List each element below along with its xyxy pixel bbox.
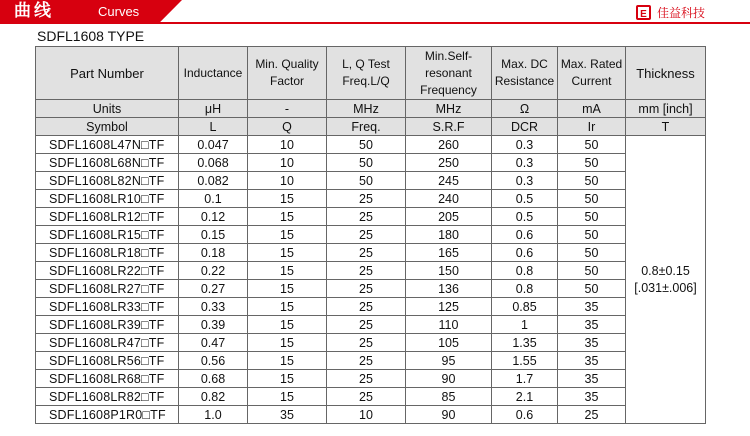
brand-name: 佳益科技 (657, 5, 706, 20)
srf-cell: 90 (406, 406, 492, 424)
part-number-cell: SDFL1608LR27□TF (36, 280, 179, 298)
header-inductance: Inductance (179, 47, 248, 100)
dcr-cell: 1.55 (492, 352, 558, 370)
inductance-cell: 0.56 (179, 352, 248, 370)
rated-current-cell: 35 (558, 334, 626, 352)
quality-factor-cell: 10 (248, 172, 327, 190)
header-dc-resistance: Max. DC Resistance (492, 47, 558, 100)
table-row (36, 352, 706, 370)
test-frequency-cell: 25 (327, 190, 406, 208)
table-row (36, 334, 706, 352)
quality-factor-cell: 15 (248, 190, 327, 208)
dcr-cell: 1.35 (492, 334, 558, 352)
test-frequency-cell: 25 (327, 370, 406, 388)
dcr-cell: 0.3 (492, 154, 558, 172)
next-section-cutoff (38, 426, 158, 436)
rated-current-cell: 50 (558, 244, 626, 262)
inductance-cell: 0.39 (179, 316, 248, 334)
units-cell: μH (179, 100, 248, 118)
table-row (36, 172, 706, 190)
table-row (36, 244, 706, 262)
srf-cell: 85 (406, 388, 492, 406)
banner-divider (0, 22, 750, 24)
dcr-cell: 0.6 (492, 406, 558, 424)
dcr-cell: 0.8 (492, 262, 558, 280)
symbol-cell: Q (248, 118, 327, 136)
quality-factor-cell: 10 (248, 154, 327, 172)
table-row (36, 154, 706, 172)
header-test-frequency: L, Q Test Freq.L/Q (327, 47, 406, 100)
symbol-cell: Freq. (327, 118, 406, 136)
rated-current-cell: 50 (558, 226, 626, 244)
part-number-cell: SDFL1608LR12□TF (36, 208, 179, 226)
units-row (36, 100, 706, 118)
quality-factor-cell: 15 (248, 298, 327, 316)
rated-current-cell: 50 (558, 208, 626, 226)
header-thickness: Thickness (626, 47, 706, 100)
quality-factor-cell: 15 (248, 316, 327, 334)
inductance-cell: 0.18 (179, 244, 248, 262)
test-frequency-cell: 25 (327, 262, 406, 280)
dcr-cell: 0.3 (492, 172, 558, 190)
quality-factor-cell: 15 (248, 208, 327, 226)
header-self-resonant-frequency: Min.Self-resonant Frequency (406, 47, 492, 100)
table-row (36, 226, 706, 244)
symbol-cell: Symbol (36, 118, 179, 136)
symbol-cell: Ir (558, 118, 626, 136)
srf-cell: 136 (406, 280, 492, 298)
rated-current-cell: 50 (558, 154, 626, 172)
table-row (36, 136, 706, 154)
series-title: SDFL1608 TYPE (37, 28, 145, 44)
units-cell: MHz (327, 100, 406, 118)
section-banner (0, 0, 750, 24)
part-number-cell: SDFL1608LR68□TF (36, 370, 179, 388)
dcr-cell: 0.3 (492, 136, 558, 154)
part-number-cell: SDFL1608LR22□TF (36, 262, 179, 280)
table-row (36, 280, 706, 298)
part-number-cell: SDFL1608LR47□TF (36, 334, 179, 352)
quality-factor-cell: 15 (248, 352, 327, 370)
srf-cell: 240 (406, 190, 492, 208)
srf-cell: 105 (406, 334, 492, 352)
test-frequency-cell: 10 (327, 406, 406, 424)
units-cell: Ω (492, 100, 558, 118)
dcr-cell: 0.6 (492, 244, 558, 262)
units-cell: mA (558, 100, 626, 118)
symbol-cell: T (626, 118, 706, 136)
test-frequency-cell: 25 (327, 388, 406, 406)
part-number-cell: SDFL1608LR18□TF (36, 244, 179, 262)
rated-current-cell: 25 (558, 406, 626, 424)
symbol-cell: DCR (492, 118, 558, 136)
inductance-cell: 0.22 (179, 262, 248, 280)
part-number-cell: SDFL1608L82N□TF (36, 172, 179, 190)
test-frequency-cell: 25 (327, 316, 406, 334)
header-quality-factor: Min. Quality Factor (248, 47, 327, 100)
test-frequency-cell: 25 (327, 280, 406, 298)
rated-current-cell: 50 (558, 190, 626, 208)
rated-current-cell: 50 (558, 262, 626, 280)
inductance-cell: 0.15 (179, 226, 248, 244)
part-number-cell: SDFL1608LR39□TF (36, 316, 179, 334)
quality-factor-cell: 15 (248, 370, 327, 388)
dcr-cell: 0.85 (492, 298, 558, 316)
rated-current-cell: 35 (558, 298, 626, 316)
dcr-cell: 0.5 (492, 208, 558, 226)
table-row (36, 406, 706, 424)
rated-current-cell: 50 (558, 172, 626, 190)
srf-cell: 150 (406, 262, 492, 280)
quality-factor-cell: 15 (248, 280, 327, 298)
test-frequency-cell: 25 (327, 226, 406, 244)
test-frequency-cell: 25 (327, 352, 406, 370)
srf-cell: 110 (406, 316, 492, 334)
srf-cell: 260 (406, 136, 492, 154)
table-row (36, 298, 706, 316)
test-frequency-cell: 25 (327, 298, 406, 316)
srf-cell: 125 (406, 298, 492, 316)
table-row (36, 190, 706, 208)
srf-cell: 90 (406, 370, 492, 388)
units-cell: mm [inch] (626, 100, 706, 118)
part-number-cell: SDFL1608LR33□TF (36, 298, 179, 316)
srf-cell: 205 (406, 208, 492, 226)
quality-factor-cell: 15 (248, 334, 327, 352)
brand (636, 3, 705, 21)
thickness-metric: 0.8±0.15 (641, 263, 690, 278)
inductance-cell: 0.27 (179, 280, 248, 298)
dcr-cell: 0.6 (492, 226, 558, 244)
symbol-cell: S.R.F (406, 118, 492, 136)
inductance-cell: 0.082 (179, 172, 248, 190)
banner-title-english: Curves (98, 4, 140, 19)
dcr-cell: 0.5 (492, 190, 558, 208)
srf-cell: 95 (406, 352, 492, 370)
part-number-cell: SDFL1608L68N□TF (36, 154, 179, 172)
header-rated-current: Max. Rated Current (558, 47, 626, 100)
brand-logo-icon: E (636, 5, 651, 20)
dcr-cell: 2.1 (492, 388, 558, 406)
inductance-cell: 0.33 (179, 298, 248, 316)
inductance-cell: 0.68 (179, 370, 248, 388)
srf-cell: 245 (406, 172, 492, 190)
symbol-row (36, 118, 706, 136)
table-row (36, 370, 706, 388)
srf-cell: 180 (406, 226, 492, 244)
srf-cell: 250 (406, 154, 492, 172)
test-frequency-cell: 25 (327, 208, 406, 226)
test-frequency-cell: 25 (327, 244, 406, 262)
srf-cell: 165 (406, 244, 492, 262)
dcr-cell: 1.7 (492, 370, 558, 388)
dcr-cell: 1 (492, 316, 558, 334)
test-frequency-cell: 50 (327, 154, 406, 172)
test-frequency-cell: 50 (327, 172, 406, 190)
part-number-cell: SDFL1608LR10□TF (36, 190, 179, 208)
thickness-imperial: [.031±.006] (634, 280, 697, 295)
units-cell: Units (36, 100, 179, 118)
dcr-cell: 0.8 (492, 280, 558, 298)
quality-factor-cell: 15 (248, 226, 327, 244)
table-row (36, 316, 706, 334)
inductance-cell: 0.068 (179, 154, 248, 172)
table-row (36, 208, 706, 226)
banner-title-chinese: 曲线 (14, 1, 54, 20)
inductance-cell: 0.47 (179, 334, 248, 352)
rated-current-cell: 50 (558, 280, 626, 298)
rated-current-cell: 35 (558, 370, 626, 388)
spec-table (35, 46, 706, 424)
part-number-cell: SDFL1608LR82□TF (36, 388, 179, 406)
test-frequency-cell: 25 (327, 334, 406, 352)
header-part-number: Part Number (36, 47, 179, 100)
rated-current-cell: 35 (558, 388, 626, 406)
quality-factor-cell: 35 (248, 406, 327, 424)
inductance-cell: 0.12 (179, 208, 248, 226)
part-number-cell: SDFL1608P1R0□TF (36, 406, 179, 424)
quality-factor-cell: 10 (248, 136, 327, 154)
inductance-cell: 0.1 (179, 190, 248, 208)
units-cell: MHz (406, 100, 492, 118)
quality-factor-cell: 15 (248, 388, 327, 406)
inductance-cell: 0.047 (179, 136, 248, 154)
test-frequency-cell: 50 (327, 136, 406, 154)
quality-factor-cell: 15 (248, 244, 327, 262)
part-number-cell: SDFL1608LR56□TF (36, 352, 179, 370)
part-number-cell: SDFL1608LR15□TF (36, 226, 179, 244)
inductance-cell: 1.0 (179, 406, 248, 424)
thickness-value-cell (626, 136, 706, 424)
inductance-cell: 0.82 (179, 388, 248, 406)
part-number-cell: SDFL1608L47N□TF (36, 136, 179, 154)
rated-current-cell: 50 (558, 136, 626, 154)
rated-current-cell: 35 (558, 352, 626, 370)
table-row (36, 262, 706, 280)
units-cell: - (248, 100, 327, 118)
rated-current-cell: 35 (558, 316, 626, 334)
table-row (36, 388, 706, 406)
quality-factor-cell: 15 (248, 262, 327, 280)
symbol-cell: L (179, 118, 248, 136)
